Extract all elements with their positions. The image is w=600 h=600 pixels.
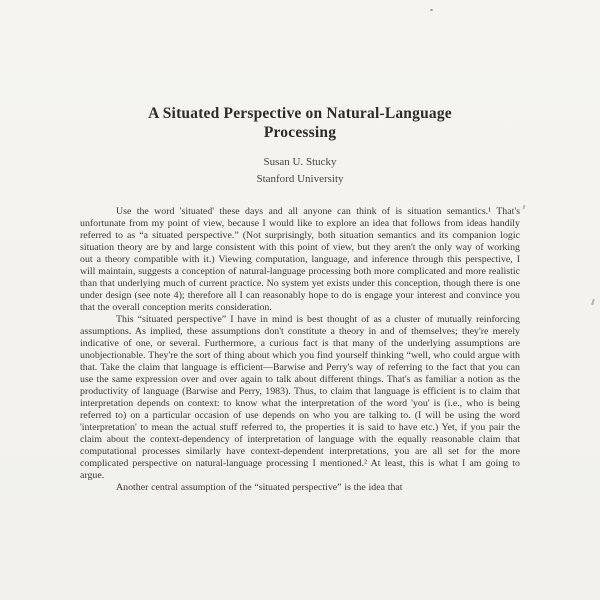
document-body [80,206,520,494]
body-paragraph: Use the word 'situated' these days and all anyone can think of is situation semantics.¹ That's unfortunate from my point of view, because I would like to explore an idea that follows from ideas handily referred to as “a situated perspective.” (Not surprisingly, both situation semantics and its companion logic situation theory are by and large consistent with this point of view, but they aren't the only way of working out a theory compatible with it.) Viewing computation, language, and inference through this perspective, I will maintain, suggests a conception of natural-language processing both more complicated and more realistic than that underlying much of current practice. No system yet exists under this conception, though there is one under design (see note 4); therefore all I can reasonably hope to do is engage your interest and convince you that the overall conception merits consideration. [80,205,520,313]
scan-artifact [523,205,526,209]
author-name: Susan U. Stucky [263,155,337,168]
scan-artifact [591,299,594,305]
body-paragraph: This “situated perspective” I have in mind is best thought of as a cluster of mutually reinforcing assumptions. As implied, these assumptions don't constitute a theory in and of themselves; they're merely indicative of one, or several. Furthermore, a curious fact is that many of the underlying assumptions are unobjectionable. They're the sort of thing about which you find yourself thinking “well, who could argue with that. Take the claim that language is efficient—Barwise and Perry's way of referring to the fact that you can use the same expression over and over again to talk about different things. That's as familiar a notion as the productivity of language (Barwise and Perry, 1983). Thus, to claim that language is efficient is to claim that interpretation depends on context: to know what the interpretation of the word 'you' is (i.e., who is being referred to) on a particular occasion of use depends on who you are talking to. (I will be using the word 'interpretation' to mean the actual stuff referred to, the properties it is said to have etc.) Yet, if you pair the claim about the context-dependency of interpretation of language with the equally reasonable claim that computational processes similarly have context-dependent interpretations, you are all set for the more complicated perspective on natural-language processing I mentioned.² At least, this is what I am going to argue. [80,313,520,481]
body-paragraph: Another central assumption of the “situated perspective” is the idea that [116,481,403,493]
scan-artifact [430,9,433,11]
paper-title: A Situated Perspective on Natural-Language Processing [148,105,452,142]
affiliation: Stanford University [256,172,344,185]
title-block [0,0,600,185]
